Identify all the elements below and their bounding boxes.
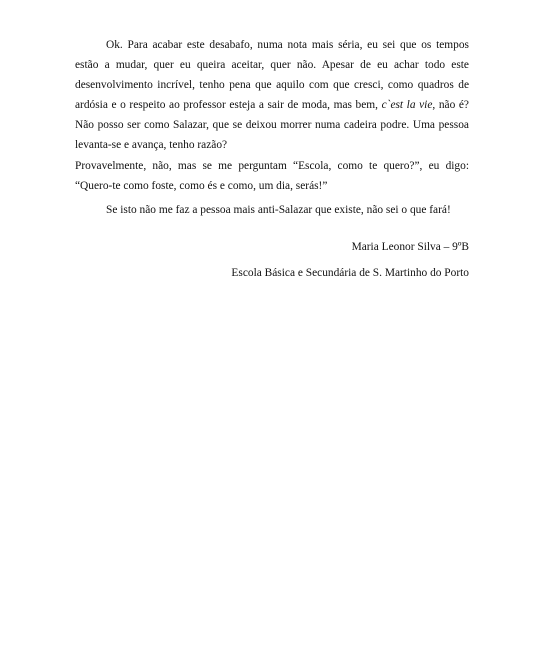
school-name: Escola Básica e Secundária de S. Martinho do Porto [231, 267, 469, 279]
paragraph-1-italic-phrase: c`est la vie [381, 99, 433, 111]
body-text [75, 35, 469, 220]
paragraph-1-text-end: , não é? Não posso ser como Salazar, que se deixou morrer numa cadeira podre. Uma pessoa levanta-se e avança, tenho razão? [75, 99, 469, 151]
paragraph-3: Se isto não me faz a pessoa mais anti-Salazar que existe, não sei o que fará! [106, 204, 451, 216]
paragraph-1-text-start: Ok. Para acabar este desabafo, numa nota mais séria, eu sei que os tempos estão a mudar, quer eu queira aceitar, quer não. Apesar de eu achar todo este desenvolvimento incrível, tenho pena que aquilo com que cresci, como quadros de ardósia e o respeito ao professor esteja a sair de moda, mas bem, [75, 39, 469, 111]
paragraph-1 [75, 35, 469, 155]
paragraph-2: Provavelmente, não, mas se me perguntam “Escola, como te quero?”, eu digo: “Quero-te como foste, como és e como, um dia, serás!” [75, 160, 469, 192]
author-signature: Maria Leonor Silva – 9ºB [351, 241, 469, 253]
